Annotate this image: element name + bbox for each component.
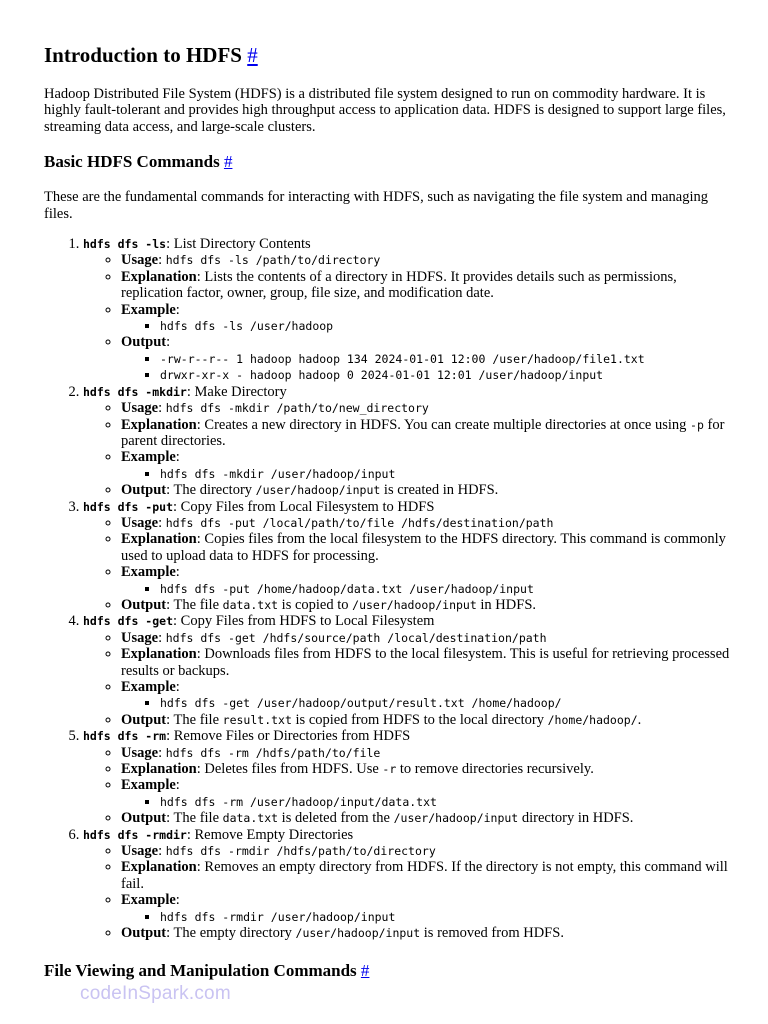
explanation-text: : Removes an empty directory from HDFS. If the directory is not empty, this command will fail. bbox=[121, 859, 728, 892]
explanation-text: : Deletes files from HDFS. Use bbox=[196, 761, 383, 778]
output-label: Output bbox=[121, 711, 167, 728]
example-list bbox=[121, 581, 734, 597]
usage-code: hdfs dfs -rm /hdfs/path/to/file bbox=[165, 745, 381, 760]
usage-item bbox=[121, 400, 734, 416]
inline-code: -r bbox=[382, 762, 397, 777]
command-title: : Copy Files from Local Filesystem to HDFS bbox=[173, 498, 435, 515]
usage-label: Usage bbox=[121, 843, 159, 860]
output-label: Output bbox=[121, 925, 167, 942]
example-item bbox=[121, 679, 734, 712]
output-code: -rw-r--r-- 1 hadoop hadoop 134 2024-01-01 12:00 /user/hadoop/file1.txt bbox=[160, 351, 645, 366]
example-line bbox=[160, 794, 734, 810]
explanation-text: to remove directories recursively. bbox=[396, 761, 594, 778]
example-list bbox=[121, 794, 734, 810]
example-item bbox=[121, 777, 734, 810]
file-viewing-heading bbox=[44, 961, 734, 981]
intro-paragraph: Hadoop Distributed File System (HDFS) is a distributed file system designed to run on commodity hardware. It is highly fault-tolerant and provides high throughput access to application data. HDFS is designed to support large files, streaming data access, and large-scale clusters. bbox=[44, 86, 726, 135]
colon: : bbox=[158, 252, 163, 269]
inline-code: /home/hadoop/ bbox=[547, 712, 638, 727]
example-list bbox=[121, 318, 734, 334]
explanation-item bbox=[121, 531, 734, 564]
command-name: hdfs dfs -ls bbox=[83, 237, 167, 252]
page-title-text: Introduction to HDFS bbox=[44, 43, 242, 67]
command-name: hdfs dfs -put bbox=[83, 499, 174, 514]
output-text: is created in HDFS. bbox=[380, 482, 499, 499]
command-list bbox=[44, 236, 734, 941]
command-item-ls bbox=[83, 236, 734, 384]
usage-code: hdfs dfs -ls /path/to/directory bbox=[165, 253, 381, 268]
output-item bbox=[121, 925, 734, 941]
example-label: Example bbox=[121, 564, 176, 581]
command-name: hdfs dfs -mkdir bbox=[83, 384, 187, 399]
usage-label: Usage bbox=[121, 514, 159, 531]
inline-code: /user/hadoop/input bbox=[255, 483, 381, 498]
command-title: : Remove Files or Directories from HDFS bbox=[166, 728, 411, 745]
example-code: hdfs dfs -rm /user/hadoop/input/data.txt bbox=[160, 794, 437, 809]
command-details bbox=[83, 515, 734, 613]
usage-item bbox=[121, 843, 734, 859]
example-label: Example bbox=[121, 301, 176, 318]
usage-label: Usage bbox=[121, 744, 159, 761]
explanation-text: : Creates a new directory in HDFS. You can create multiple directories at once using bbox=[196, 416, 691, 433]
colon: : bbox=[175, 679, 180, 695]
document-page bbox=[44, 0, 734, 981]
command-title: : Copy Files from HDFS to Local Filesystem bbox=[173, 613, 435, 630]
inline-code: /user/hadoop/input bbox=[393, 811, 519, 826]
command-details bbox=[83, 252, 734, 383]
command-name: hdfs dfs -get bbox=[83, 614, 174, 629]
usage-code: hdfs dfs -mkdir /path/to/new_directory bbox=[165, 401, 429, 416]
output-item bbox=[121, 712, 734, 728]
colon: : bbox=[166, 334, 171, 351]
output-text: is deleted from the bbox=[278, 810, 394, 827]
example-line bbox=[160, 581, 734, 597]
example-list bbox=[121, 466, 734, 482]
output-item bbox=[121, 597, 734, 613]
example-code: hdfs dfs -put /home/hadoop/data.txt /user/hadoop/input bbox=[160, 581, 534, 596]
example-label: Example bbox=[121, 777, 176, 794]
explanation-item bbox=[121, 859, 734, 892]
explanation-text: for parent directories. bbox=[121, 416, 725, 449]
inline-code: data.txt bbox=[222, 811, 279, 826]
example-item bbox=[121, 302, 734, 335]
basic-commands-heading-text: Basic HDFS Commands bbox=[44, 152, 220, 172]
output-text: : The file bbox=[166, 711, 223, 728]
title-anchor-link[interactable]: # bbox=[247, 43, 258, 67]
basic-commands-anchor-link[interactable]: # bbox=[223, 152, 233, 172]
output-item bbox=[121, 334, 734, 383]
example-line bbox=[160, 695, 734, 711]
example-item bbox=[121, 449, 734, 482]
explanation-label: Explanation bbox=[121, 416, 197, 433]
inline-code: /user/hadoop/input bbox=[352, 597, 477, 612]
colon: : bbox=[175, 449, 180, 466]
example-label: Example bbox=[121, 679, 176, 695]
explanation-item bbox=[121, 646, 734, 679]
explanation-item bbox=[121, 417, 734, 450]
example-label: Example bbox=[121, 892, 176, 909]
usage-item bbox=[121, 515, 734, 531]
explanation-text: : Downloads files from HDFS to the local filesystem. This is useful for retrieving processed results or backups. bbox=[121, 646, 730, 679]
explanation-label: Explanation bbox=[121, 531, 197, 548]
page-title bbox=[44, 42, 734, 68]
example-label: Example bbox=[121, 449, 176, 466]
explanation-text: : Lists the contents of a directory in HDFS. It provides details such as permissions, replication factor, owner, group, file size, and modification date. bbox=[121, 268, 677, 302]
usage-label: Usage bbox=[121, 400, 159, 417]
command-title: : List Directory Contents bbox=[166, 236, 311, 253]
explanation-item bbox=[121, 269, 734, 302]
output-text: is removed from HDFS. bbox=[420, 925, 564, 942]
command-details bbox=[83, 745, 734, 827]
explanation-label: Explanation bbox=[121, 859, 197, 876]
command-details bbox=[83, 400, 734, 498]
output-label: Output bbox=[121, 482, 167, 499]
example-list bbox=[121, 909, 734, 925]
output-item bbox=[121, 482, 734, 498]
example-line bbox=[160, 318, 734, 334]
usage-label: Usage bbox=[121, 252, 159, 269]
usage-code: hdfs dfs -put /local/path/to/file /hdfs/destination/path bbox=[165, 515, 554, 530]
explanation-label: Explanation bbox=[121, 268, 197, 285]
output-label: Output bbox=[121, 334, 167, 351]
explanation-label: Explanation bbox=[121, 646, 197, 663]
example-code: hdfs dfs -rmdir /user/hadoop/input bbox=[160, 909, 396, 924]
command-name: hdfs dfs -rmdir bbox=[83, 827, 187, 842]
command-details bbox=[83, 630, 734, 728]
inline-code: -p bbox=[690, 417, 704, 432]
usage-label: Usage bbox=[121, 629, 159, 646]
output-label: Output bbox=[121, 596, 167, 613]
output-label: Output bbox=[121, 810, 167, 827]
explanation-text: : Copies files from the local filesystem to the HDFS directory. This command is commonly used to upload data to HDFS for processing. bbox=[121, 531, 726, 564]
example-code: hdfs dfs -ls /user/hadoop bbox=[160, 319, 334, 334]
example-line bbox=[160, 909, 734, 925]
example-code: hdfs dfs -get /user/hadoop/output/result.txt /home/hadoop/ bbox=[160, 696, 562, 711]
explanation-item bbox=[121, 761, 734, 777]
usage-item bbox=[121, 745, 734, 761]
output-text: : The file bbox=[166, 810, 223, 827]
output-text: . bbox=[637, 711, 642, 728]
colon: : bbox=[175, 564, 180, 581]
basic-commands-description: These are the fundamental commands for interacting with HDFS, such as navigating the file system and managing files. bbox=[44, 189, 709, 222]
explanation-label: Explanation bbox=[121, 761, 197, 778]
command-item-mkdir bbox=[83, 384, 734, 499]
output-item bbox=[121, 810, 734, 826]
colon: : bbox=[158, 514, 163, 531]
output-text: : The file bbox=[166, 596, 223, 613]
file-viewing-anchor-link[interactable]: # bbox=[360, 960, 370, 980]
file-viewing-heading-text: File Viewing and Manipulation Commands bbox=[44, 960, 357, 980]
example-code: hdfs dfs -mkdir /user/hadoop/input bbox=[160, 466, 396, 481]
colon: : bbox=[158, 629, 163, 646]
colon: : bbox=[158, 400, 163, 417]
output-text: : The empty directory bbox=[166, 925, 296, 942]
usage-code: hdfs dfs -get /hdfs/source/path /local/destination/path bbox=[165, 630, 547, 645]
example-line bbox=[160, 466, 734, 482]
inline-code: result.txt bbox=[222, 712, 292, 727]
output-list bbox=[121, 351, 734, 384]
output-line bbox=[160, 367, 734, 383]
colon: : bbox=[175, 892, 180, 909]
usage-item bbox=[121, 630, 734, 646]
watermark: codeInSpark.com bbox=[80, 983, 231, 1004]
colon: : bbox=[175, 301, 180, 318]
output-text: : The directory bbox=[166, 482, 256, 499]
command-item-rmdir bbox=[83, 827, 734, 942]
output-code: drwxr-xr-x - hadoop hadoop 0 2024-01-01 12:01 /user/hadoop/input bbox=[160, 368, 604, 383]
usage-code: hdfs dfs -rmdir /hdfs/path/to/directory bbox=[165, 844, 436, 859]
example-list bbox=[121, 695, 734, 711]
output-text: is copied to bbox=[278, 596, 353, 613]
inline-code: /user/hadoop/input bbox=[295, 926, 421, 941]
command-item-rm bbox=[83, 728, 734, 826]
command-name: hdfs dfs -rm bbox=[83, 729, 167, 744]
output-text: is copied from HDFS to the local directory bbox=[291, 711, 548, 728]
basic-commands-heading bbox=[44, 152, 734, 172]
command-item-get bbox=[83, 613, 734, 728]
colon: : bbox=[158, 744, 163, 761]
colon: : bbox=[158, 843, 163, 860]
command-item-put bbox=[83, 499, 734, 614]
example-item bbox=[121, 564, 734, 597]
output-text: directory in HDFS. bbox=[518, 810, 634, 827]
usage-item bbox=[121, 252, 734, 268]
command-title: : Remove Empty Directories bbox=[186, 826, 354, 843]
output-line bbox=[160, 351, 734, 367]
command-title: : Make Directory bbox=[186, 383, 287, 400]
output-text: in HDFS. bbox=[476, 596, 537, 613]
command-details bbox=[83, 843, 734, 941]
colon: : bbox=[175, 777, 180, 794]
example-item bbox=[121, 892, 734, 925]
inline-code: data.txt bbox=[222, 597, 279, 612]
